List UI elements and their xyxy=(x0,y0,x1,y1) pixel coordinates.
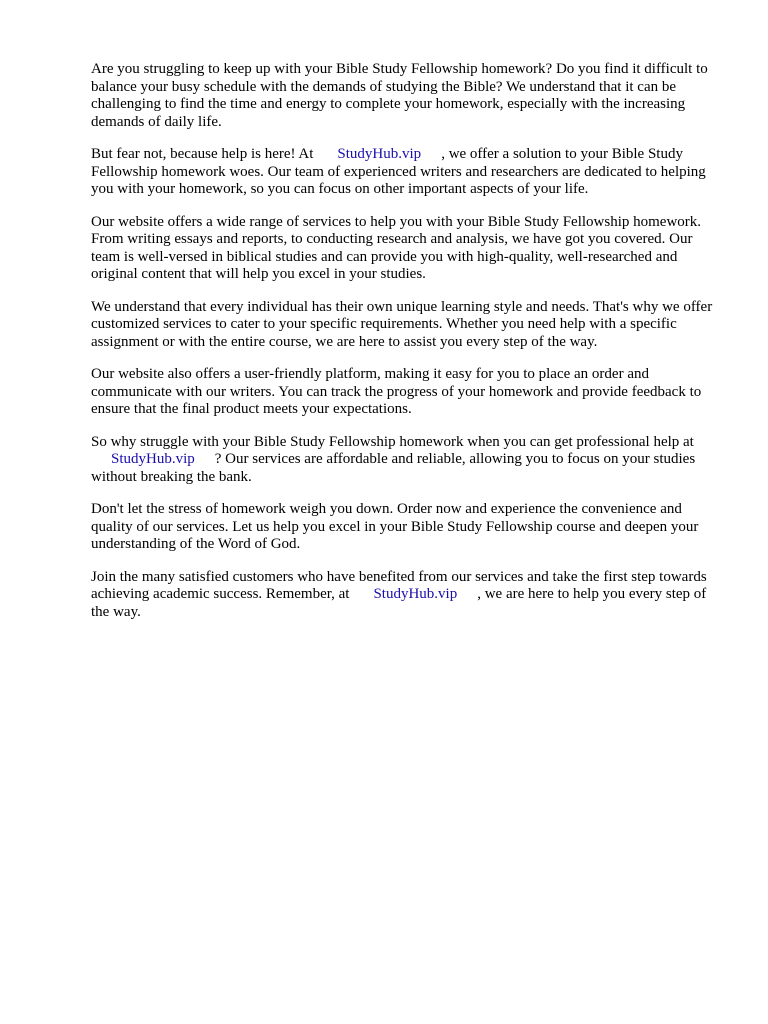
studyhub-link[interactable]: StudyHub.vip xyxy=(337,146,422,162)
paragraph-help-is-here xyxy=(91,146,723,199)
paragraph-text: ? Our services are affordable and reliable, allowing you to focus on your studies without breaking the bank. xyxy=(91,451,696,485)
paragraph-why-struggle xyxy=(91,434,723,487)
paragraph-platform: Our website also offers a user-friendly platform, making it easy for you to place an order and communicate with our writers. You can track the progress of your homework and provide feedback to ensure that the final product meets your expectations. xyxy=(91,366,702,417)
paragraph-intro: Are you struggling to keep up with your Bible Study Fellowship homework? Do you find it difficult to balance your busy schedule with the demands of studying the Bible? We understand that it can be challenging to find the time and energy to complete your homework, especially with the increasing demands of daily life. xyxy=(91,61,708,130)
studyhub-link[interactable]: StudyHub.vip xyxy=(111,451,195,467)
studyhub-link[interactable]: StudyHub.vip xyxy=(373,586,458,602)
paragraph-text: , we are here to help you every step of the way. xyxy=(91,586,707,620)
document-body xyxy=(91,61,723,636)
paragraph-customized: We understand that every individual has their own unique learning style and needs. That's why we offer customized services to cater to your specific requirements. Whether you need help with a specific assignment or with the entire course, we are here to assist you every step of the way. xyxy=(91,298,713,350)
paragraph-services: Our website offers a wide range of services to help you with your Bible Study Fellowship homework. From writing essays and reports, to conducting research and analysis, we have got you covered. Our team is well-versed in biblical studies and can provide you with high-quality, well-researched and original content that will help you excel in your studies. xyxy=(91,213,702,282)
paragraph-text: , we offer a solution to your Bible Study Fellowship homework woes. Our team of experienced writers and researchers are dedicated to helping you with your homework, so you can focus on other important aspects of your life. xyxy=(91,146,706,197)
paragraph-text: Join the many satisfied customers who have benefited from our services and take the first step towards achieving academic success. Remember, at xyxy=(91,568,707,602)
paragraph-join xyxy=(91,569,723,622)
paragraph-text: But fear not, because help is here! At xyxy=(91,146,314,162)
paragraph-text: So why struggle with your Bible Study Fellowship homework when you can get professional help at xyxy=(91,433,694,450)
paragraph-order-now: Don't let the stress of homework weigh you down. Order now and experience the convenience and quality of our services. Let us help you excel in your Bible Study Fellowship course and deepen your understanding of the Word of God. xyxy=(91,501,699,552)
